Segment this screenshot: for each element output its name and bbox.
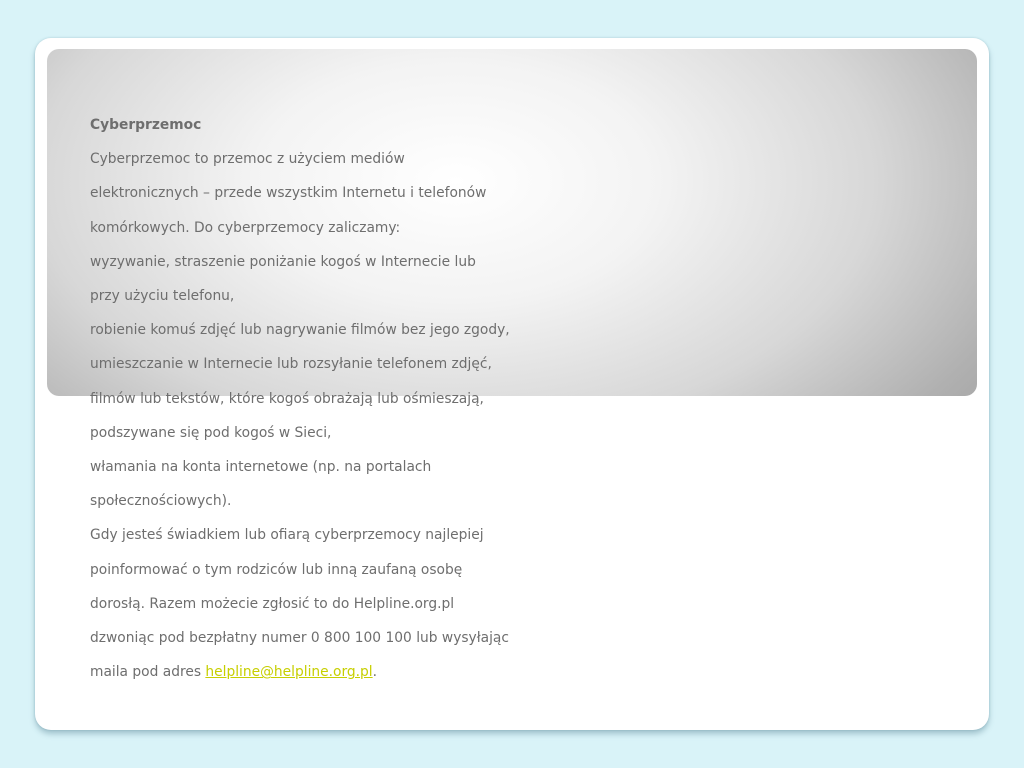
body-line: umieszczanie w Internecie lub rozsyłanie telefonem zdjęć, bbox=[90, 356, 492, 373]
body-line: społecznościowych). bbox=[90, 493, 232, 510]
body-line: wyzywanie, straszenie poniżanie kogoś w Internecie lub bbox=[90, 253, 476, 270]
body-line-last bbox=[90, 655, 980, 689]
body-line: dzwoniąc pod bezpłatny numer 0 800 100 100 lub wysyłając bbox=[90, 630, 509, 647]
body-line: komórkowych. Do cyberprzemocy zaliczamy: bbox=[90, 219, 401, 236]
slide-title: Cyberprzemoc bbox=[90, 117, 202, 133]
body-line: przy użyciu telefonu, bbox=[90, 288, 235, 305]
body-line: robienie komuś zdjęć lub nagrywanie filmów bez jego zgody, bbox=[90, 322, 510, 339]
body-line: dorosłą. Razem możecie zgłosić to do Helpline.org.pl bbox=[90, 595, 455, 612]
body-line: Cyberprzemoc to przemoc z użyciem mediów bbox=[90, 151, 405, 168]
body-line: filmów lub tekstów, które kogoś obrażają lub ośmieszają, bbox=[90, 390, 484, 407]
last-line-suffix: . bbox=[372, 664, 378, 681]
last-line-prefix: maila pod adres bbox=[90, 664, 206, 681]
body-line: poinformować o tym rodziców lub inną zaufaną osobę bbox=[90, 561, 463, 578]
slide-content bbox=[90, 108, 980, 689]
body-line: włamania na konta internetowe (np. na portalach bbox=[90, 459, 432, 476]
body-line: podszywane się pod kogoś w Sieci, bbox=[90, 424, 332, 441]
body-line: Gdy jesteś świadkiem lub ofiarą cyberprzemocy najlepiej bbox=[90, 527, 484, 544]
email-link[interactable]: helpline@helpline.org.pl bbox=[205, 664, 373, 681]
body-line: elektronicznych – przede wszystkim Internetu i telefonów bbox=[90, 185, 487, 202]
